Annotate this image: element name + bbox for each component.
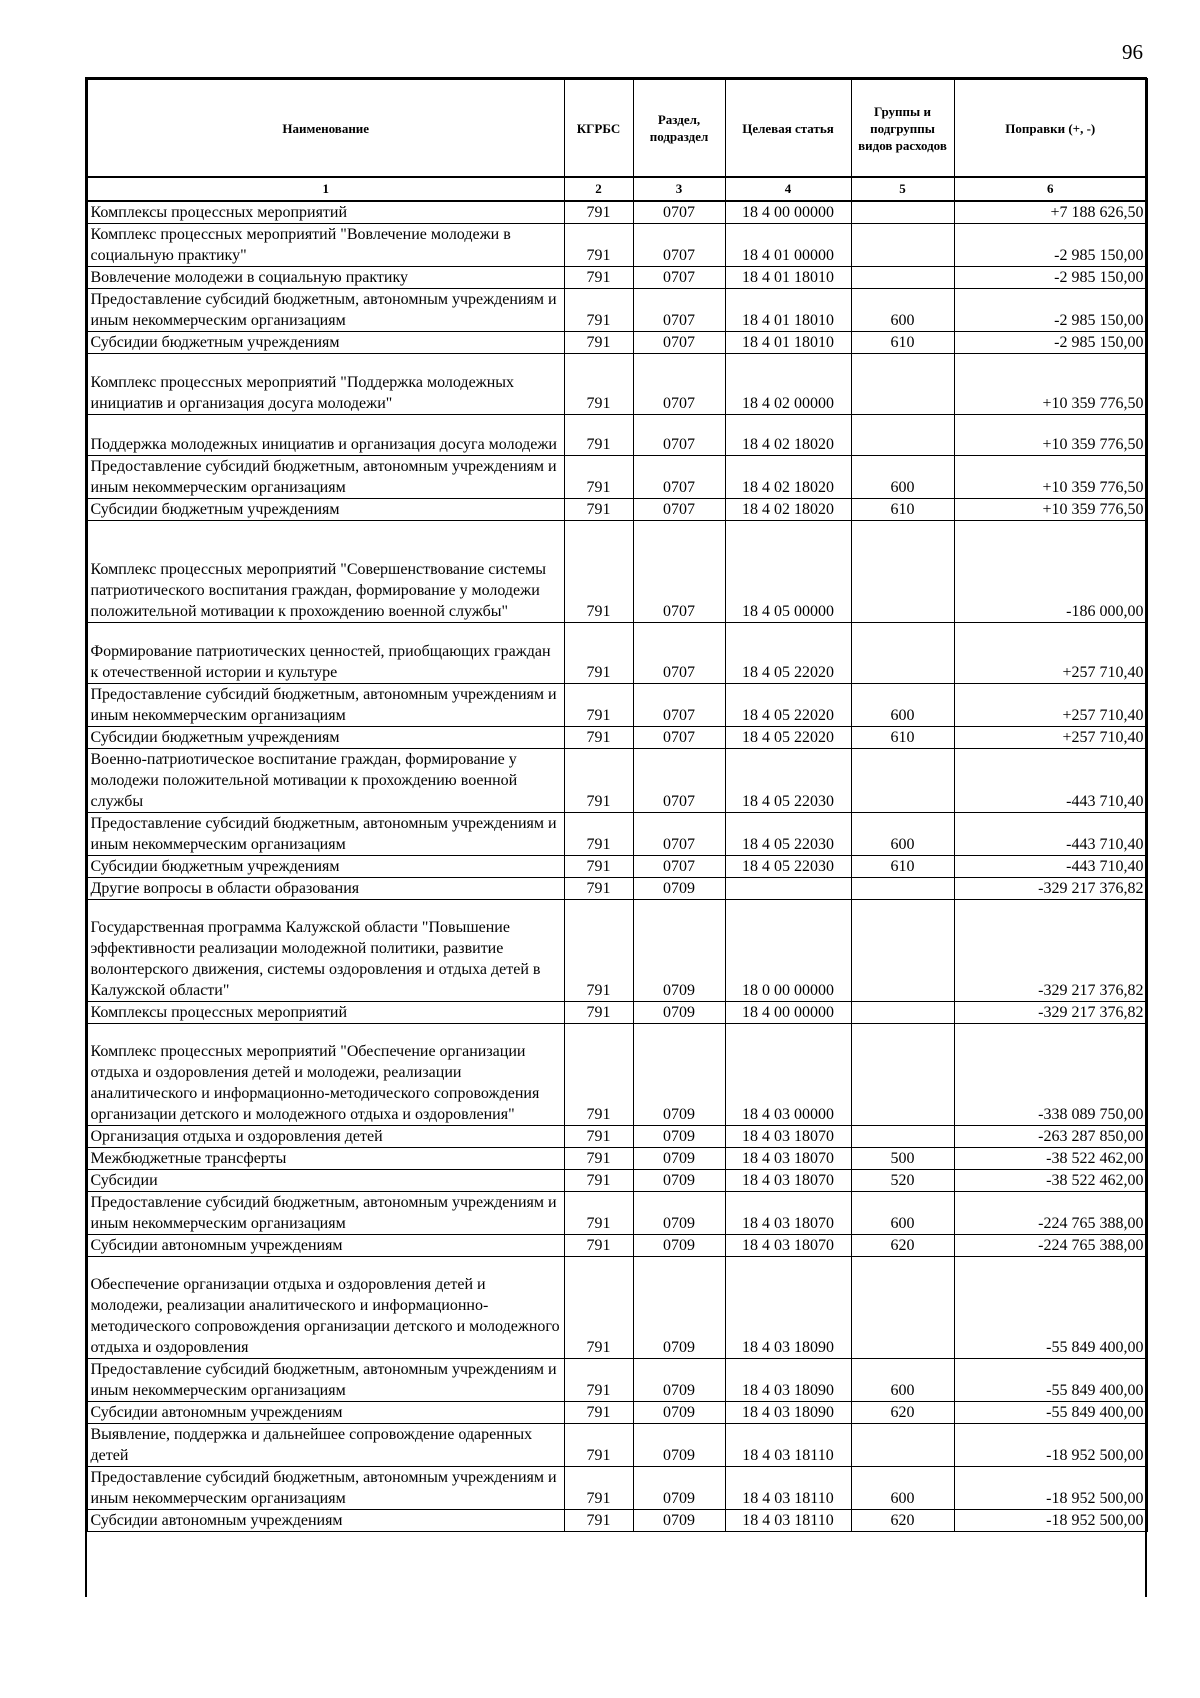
row-section: 0709 [633, 1170, 725, 1192]
table-row [87, 521, 1147, 623]
table-row [87, 749, 1147, 813]
table-row [87, 224, 1147, 267]
table-row [87, 1402, 1147, 1424]
row-amount: -38 522 462,00 [954, 1148, 1147, 1170]
table-row [87, 1359, 1147, 1402]
row-target: 18 4 02 18020 [725, 456, 851, 499]
row-section: 0709 [633, 1024, 725, 1126]
row-name: Комплексы процессных мероприятий [87, 201, 564, 224]
row-kgrbs: 791 [564, 1402, 633, 1424]
row-target: 18 4 03 18070 [725, 1148, 851, 1170]
row-amount: -186 000,00 [954, 521, 1147, 623]
row-kgrbs: 791 [564, 267, 633, 289]
row-group [851, 749, 954, 813]
row-section: 0709 [633, 1424, 725, 1467]
row-amount: -224 765 388,00 [954, 1235, 1147, 1257]
row-kgrbs: 791 [564, 289, 633, 332]
row-group [851, 267, 954, 289]
row-target: 18 4 03 18110 [725, 1467, 851, 1510]
table-row [87, 900, 1147, 1002]
table-row [87, 1148, 1147, 1170]
table-row [87, 1467, 1147, 1510]
row-amount: +7 188 626,50 [954, 201, 1147, 224]
row-target: 18 4 03 18070 [725, 1126, 851, 1148]
row-section: 0707 [633, 267, 725, 289]
row-kgrbs: 791 [564, 456, 633, 499]
header-section: Раздел, подраздел [633, 79, 725, 177]
row-amount: +257 710,40 [954, 684, 1147, 727]
row-target: 18 4 03 18070 [725, 1170, 851, 1192]
row-amount: -18 952 500,00 [954, 1510, 1147, 1532]
row-section: 0707 [633, 201, 725, 224]
row-name: Субсидии бюджетным учреждениям [87, 727, 564, 749]
row-section: 0709 [633, 1126, 725, 1148]
row-amount: -2 985 150,00 [954, 224, 1147, 267]
row-amount: -443 710,40 [954, 813, 1147, 856]
table-row [87, 1424, 1147, 1467]
row-group: 610 [851, 727, 954, 749]
row-amount: +257 710,40 [954, 727, 1147, 749]
row-name: Субсидии автономным учреждениям [87, 1235, 564, 1257]
row-target: 18 4 05 22020 [725, 727, 851, 749]
table-row [87, 856, 1147, 878]
table-row [87, 267, 1147, 289]
row-section: 0709 [633, 1467, 725, 1510]
row-kgrbs: 791 [564, 727, 633, 749]
row-target: 18 4 01 18010 [725, 332, 851, 354]
row-target: 18 4 02 18020 [725, 499, 851, 521]
row-target [725, 878, 851, 900]
column-number: 6 [954, 177, 1147, 201]
row-amount: -224 765 388,00 [954, 1192, 1147, 1235]
row-name: Межбюджетные трансферты [87, 1148, 564, 1170]
row-target: 18 4 01 18010 [725, 267, 851, 289]
row-amount: +10 359 776,50 [954, 354, 1147, 415]
row-group: 620 [851, 1402, 954, 1424]
table-row [87, 1024, 1147, 1126]
row-section: 0707 [633, 354, 725, 415]
column-number: 2 [564, 177, 633, 201]
row-section: 0709 [633, 1235, 725, 1257]
row-target: 18 4 03 18110 [725, 1424, 851, 1467]
row-amount: +257 710,40 [954, 623, 1147, 684]
table-row [87, 499, 1147, 521]
row-name: Предоставление субсидий бюджетным, автономным учреждениям и иным некоммерческим организациям [87, 289, 564, 332]
page-number: 96 [1122, 40, 1143, 64]
table-row [87, 1510, 1147, 1532]
row-name: Предоставление субсидий бюджетным, автономным учреждениям и иным некоммерческим организациям [87, 813, 564, 856]
row-target: 18 4 05 22020 [725, 684, 851, 727]
row-section: 0707 [633, 813, 725, 856]
row-target: 18 4 03 18090 [725, 1257, 851, 1359]
row-group: 610 [851, 856, 954, 878]
row-kgrbs: 791 [564, 856, 633, 878]
row-section: 0707 [633, 224, 725, 267]
row-section: 0709 [633, 900, 725, 1002]
row-name: Поддержка молодежных инициатив и организация досуга молодежи [87, 415, 564, 456]
row-name: Субсидии автономным учреждениям [87, 1510, 564, 1532]
row-target: 18 4 03 18070 [725, 1192, 851, 1235]
row-name: Организация отдыха и оздоровления детей [87, 1126, 564, 1148]
table-row [87, 1126, 1147, 1148]
table-row [87, 456, 1147, 499]
row-name: Комплекс процессных мероприятий "Обеспечение организации отдыха и оздоровления детей и молодежи, реализации аналитического и информационно-методического сопровождения организации детского и молодежного отдыха и оздоровления" [87, 1024, 564, 1126]
budget-amendments-table [86, 78, 1148, 1532]
row-name: Комплекс процессных мероприятий "Поддержка молодежных инициатив и организация досуга молодежи" [87, 354, 564, 415]
row-kgrbs: 791 [564, 1235, 633, 1257]
row-group: 610 [851, 332, 954, 354]
column-number: 5 [851, 177, 954, 201]
row-kgrbs: 791 [564, 415, 633, 456]
row-kgrbs: 791 [564, 521, 633, 623]
row-name: Субсидии автономным учреждениям [87, 1402, 564, 1424]
row-target: 18 4 05 22030 [725, 813, 851, 856]
row-amount: -55 849 400,00 [954, 1359, 1147, 1402]
row-section: 0709 [633, 1257, 725, 1359]
row-target: 18 4 03 18070 [725, 1235, 851, 1257]
row-group: 600 [851, 813, 954, 856]
row-name: Формирование патриотических ценностей, приобщающих граждан к отечественной истории и культуре [87, 623, 564, 684]
row-name: Субсидии бюджетным учреждениям [87, 499, 564, 521]
row-group [851, 224, 954, 267]
row-section: 0709 [633, 1510, 725, 1532]
row-target: 18 4 03 00000 [725, 1024, 851, 1126]
row-group: 600 [851, 684, 954, 727]
row-section: 0707 [633, 332, 725, 354]
row-kgrbs: 791 [564, 623, 633, 684]
row-group: 600 [851, 1467, 954, 1510]
row-kgrbs: 791 [564, 1002, 633, 1024]
row-section: 0709 [633, 878, 725, 900]
row-amount: -2 985 150,00 [954, 289, 1147, 332]
row-name: Предоставление субсидий бюджетным, автономным учреждениям и иным некоммерческим организациям [87, 1467, 564, 1510]
row-name: Предоставление субсидий бюджетным, автономным учреждениям и иным некоммерческим организациям [87, 456, 564, 499]
row-amount: -443 710,40 [954, 749, 1147, 813]
row-name: Комплекс процессных мероприятий "Совершенствование системы патриотического воспитания граждан, формирование у молодежи положительной мотивации к прохождению военной службы" [87, 521, 564, 623]
row-target: 18 4 00 00000 [725, 201, 851, 224]
header-groups: Группы и подгруппы видов расходов [851, 79, 954, 177]
row-group [851, 354, 954, 415]
row-target: 18 4 01 00000 [725, 224, 851, 267]
header-target: Целевая статья [725, 79, 851, 177]
row-target: 18 4 05 22030 [725, 856, 851, 878]
table-row [87, 1257, 1147, 1359]
table-row [87, 1170, 1147, 1192]
row-group: 600 [851, 1359, 954, 1402]
row-group: 620 [851, 1510, 954, 1532]
row-group: 500 [851, 1148, 954, 1170]
column-number: 1 [87, 177, 564, 201]
table-row [87, 1002, 1147, 1024]
table-row [87, 415, 1147, 456]
row-amount: +10 359 776,50 [954, 456, 1147, 499]
row-group: 620 [851, 1235, 954, 1257]
row-section: 0707 [633, 684, 725, 727]
row-amount: -263 287 850,00 [954, 1126, 1147, 1148]
row-section: 0709 [633, 1002, 725, 1024]
row-section: 0707 [633, 727, 725, 749]
row-amount: -55 849 400,00 [954, 1257, 1147, 1359]
row-section: 0707 [633, 415, 725, 456]
row-name: Обеспечение организации отдыха и оздоровления детей и молодежи, реализации аналитического и информационно-методического сопровождения организации детского и молодежного отдыха и оздоровления [87, 1257, 564, 1359]
row-kgrbs: 791 [564, 1148, 633, 1170]
row-amount: -2 985 150,00 [954, 267, 1147, 289]
row-section: 0707 [633, 623, 725, 684]
row-kgrbs: 791 [564, 354, 633, 415]
row-name: Субсидии бюджетным учреждениям [87, 332, 564, 354]
table-header [87, 79, 1147, 201]
row-amount: -329 217 376,82 [954, 900, 1147, 1002]
row-group [851, 201, 954, 224]
row-group [851, 415, 954, 456]
row-group [851, 900, 954, 1002]
row-target: 18 4 05 22030 [725, 749, 851, 813]
column-number: 3 [633, 177, 725, 201]
row-kgrbs: 791 [564, 878, 633, 900]
table-row [87, 1235, 1147, 1257]
row-target: 18 4 05 22020 [725, 623, 851, 684]
row-amount: -55 849 400,00 [954, 1402, 1147, 1424]
row-kgrbs: 791 [564, 749, 633, 813]
row-name: Предоставление субсидий бюджетным, автономным учреждениям и иным некоммерческим организациям [87, 1192, 564, 1235]
column-number-row [87, 177, 1147, 201]
row-name: Государственная программа Калужской области "Повышение эффективности реализации молодежной политики, развитие волонтерского движения, системы оздоровления и отдыха детей в Калужской области" [87, 900, 564, 1002]
row-name: Комплекс процессных мероприятий "Вовлечение молодежи в социальную практику" [87, 224, 564, 267]
table-row [87, 727, 1147, 749]
row-name: Субсидии [87, 1170, 564, 1192]
table-body [87, 201, 1147, 1532]
table-row [87, 289, 1147, 332]
row-kgrbs: 791 [564, 900, 633, 1002]
row-kgrbs: 791 [564, 1467, 633, 1510]
row-amount: +10 359 776,50 [954, 499, 1147, 521]
row-name: Предоставление субсидий бюджетным, автономным учреждениям и иным некоммерческим организациям [87, 684, 564, 727]
table-row [87, 201, 1147, 224]
row-group: 520 [851, 1170, 954, 1192]
row-name: Другие вопросы в области образования [87, 878, 564, 900]
table-row [87, 878, 1147, 900]
row-kgrbs: 791 [564, 201, 633, 224]
row-amount: -329 217 376,82 [954, 878, 1147, 900]
column-number: 4 [725, 177, 851, 201]
row-name: Выявление, поддержка и дальнейшее сопровождение одаренных детей [87, 1424, 564, 1467]
row-amount: -38 522 462,00 [954, 1170, 1147, 1192]
table-row [87, 1192, 1147, 1235]
row-kgrbs: 791 [564, 332, 633, 354]
row-name: Вовлечение молодежи в социальную практику [87, 267, 564, 289]
row-group: 600 [851, 289, 954, 332]
row-kgrbs: 791 [564, 1257, 633, 1359]
row-group [851, 1126, 954, 1148]
row-section: 0709 [633, 1359, 725, 1402]
row-amount: +10 359 776,50 [954, 415, 1147, 456]
row-kgrbs: 791 [564, 1192, 633, 1235]
row-target: 18 4 03 18090 [725, 1402, 851, 1424]
row-kgrbs: 791 [564, 1170, 633, 1192]
row-kgrbs: 791 [564, 224, 633, 267]
row-target: 18 4 03 18090 [725, 1359, 851, 1402]
row-section: 0707 [633, 499, 725, 521]
row-kgrbs: 791 [564, 1359, 633, 1402]
row-section: 0709 [633, 1192, 725, 1235]
row-section: 0707 [633, 521, 725, 623]
table-row [87, 332, 1147, 354]
row-group [851, 1424, 954, 1467]
row-group: 600 [851, 456, 954, 499]
row-target: 18 4 03 18110 [725, 1510, 851, 1532]
row-kgrbs: 791 [564, 1126, 633, 1148]
row-section: 0707 [633, 749, 725, 813]
row-amount: -443 710,40 [954, 856, 1147, 878]
row-section: 0707 [633, 289, 725, 332]
row-section: 0707 [633, 456, 725, 499]
row-name: Субсидии бюджетным учреждениям [87, 856, 564, 878]
row-amount: -329 217 376,82 [954, 1002, 1147, 1024]
table-row [87, 623, 1147, 684]
row-amount: -2 985 150,00 [954, 332, 1147, 354]
header-kgrbs: КГРБС [564, 79, 633, 177]
row-group [851, 623, 954, 684]
row-section: 0709 [633, 1402, 725, 1424]
row-name: Военно-патриотическое воспитание граждан, формирование у молодежи положительной мотивации к прохождению военной службы [87, 749, 564, 813]
row-name: Комплексы процессных мероприятий [87, 1002, 564, 1024]
row-target: 18 4 02 18020 [725, 415, 851, 456]
row-kgrbs: 791 [564, 499, 633, 521]
row-amount: -338 089 750,00 [954, 1024, 1147, 1126]
header-amendments: Поправки (+, -) [954, 79, 1147, 177]
row-amount: -18 952 500,00 [954, 1467, 1147, 1510]
row-target: 18 4 05 00000 [725, 521, 851, 623]
row-section: 0709 [633, 1148, 725, 1170]
row-target: 18 4 00 00000 [725, 1002, 851, 1024]
row-kgrbs: 791 [564, 813, 633, 856]
row-target: 18 4 01 18010 [725, 289, 851, 332]
row-group [851, 521, 954, 623]
table-row [87, 684, 1147, 727]
row-kgrbs: 791 [564, 684, 633, 727]
table-row [87, 354, 1147, 415]
row-section: 0707 [633, 856, 725, 878]
row-kgrbs: 791 [564, 1024, 633, 1126]
header-name: Наименование [87, 79, 564, 177]
row-group [851, 1002, 954, 1024]
header-row [87, 79, 1147, 177]
row-target: 18 0 00 00000 [725, 900, 851, 1002]
row-group [851, 1024, 954, 1126]
row-target: 18 4 02 00000 [725, 354, 851, 415]
row-group: 600 [851, 1192, 954, 1235]
row-group: 610 [851, 499, 954, 521]
row-name: Предоставление субсидий бюджетным, автономным учреждениям и иным некоммерческим организациям [87, 1359, 564, 1402]
table-row [87, 813, 1147, 856]
row-group [851, 878, 954, 900]
row-amount: -18 952 500,00 [954, 1424, 1147, 1467]
row-kgrbs: 791 [564, 1510, 633, 1532]
row-kgrbs: 791 [564, 1424, 633, 1467]
row-group [851, 1257, 954, 1359]
